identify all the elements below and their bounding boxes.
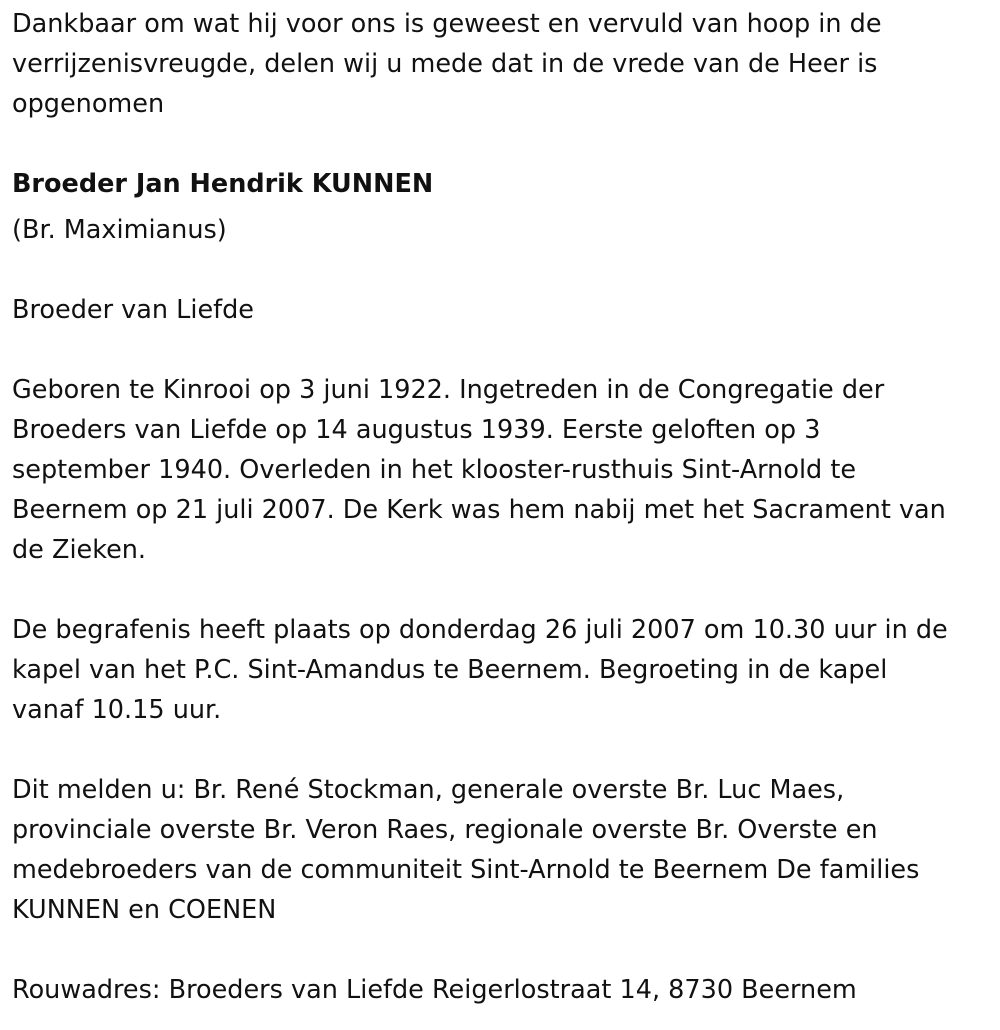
- announcers-paragraph: [12, 770, 988, 930]
- funeral-line: kapel van het P.C. Sint-Amandus te Beernem. Begroeting in de kapel: [12, 655, 888, 685]
- biography-line: Beernem op 21 juli 2007. De Kerk was hem nabij met het Sacrament van: [12, 495, 946, 525]
- announcers-line: KUNNEN en COENEN: [12, 895, 277, 925]
- funeral-paragraph: [12, 610, 988, 730]
- religious-name: (Br. Maximianus): [12, 215, 227, 245]
- intro-line: Dankbaar om wat hij voor ons is geweest en vervuld van hoop in de: [12, 9, 882, 39]
- intro-paragraph: [12, 4, 988, 124]
- announcers-line: provinciale overste Br. Veron Raes, regionale overste Br. Overste en: [12, 815, 878, 845]
- biography-line: Broeders van Liefde op 14 augustus 1939. Eerste geloften op 3: [12, 415, 821, 445]
- deceased-name: Broeder Jan Hendrik KUNNEN: [12, 169, 434, 199]
- intro-line: opgenomen: [12, 89, 165, 119]
- spacer: [12, 930, 988, 970]
- spacer: [12, 124, 988, 164]
- biography-paragraph: [12, 370, 988, 570]
- mourning-address: Rouwadres: Broeders van Liefde Reigerlostraat 14, 8730 Beernem: [12, 975, 857, 1005]
- biography-line: Geboren te Kinrooi op 3 juni 1922. Ingetreden in de Congregatie der: [12, 375, 885, 405]
- spacer: [12, 250, 988, 290]
- intro-line: verrijzenisvreugde, delen wij u mede dat in de vrede van de Heer is: [12, 49, 878, 79]
- funeral-line: De begrafenis heeft plaats op donderdag 26 juli 2007 om 10.30 uur in de: [12, 615, 948, 645]
- announcers-line: medebroeders van de communiteit Sint-Arnold te Beernem De families: [12, 855, 920, 885]
- congregation: Broeder van Liefde: [12, 295, 254, 325]
- spacer: [12, 330, 988, 370]
- announcers-line: Dit melden u: Br. René Stockman, generale overste Br. Luc Maes,: [12, 775, 845, 805]
- funeral-line: vanaf 10.15 uur.: [12, 695, 222, 725]
- spacer: [12, 570, 988, 610]
- biography-line: de Zieken.: [12, 535, 147, 565]
- spacer: [12, 730, 988, 770]
- biography-line: september 1940. Overleden in het klooster-rusthuis Sint-Arnold te: [12, 455, 857, 485]
